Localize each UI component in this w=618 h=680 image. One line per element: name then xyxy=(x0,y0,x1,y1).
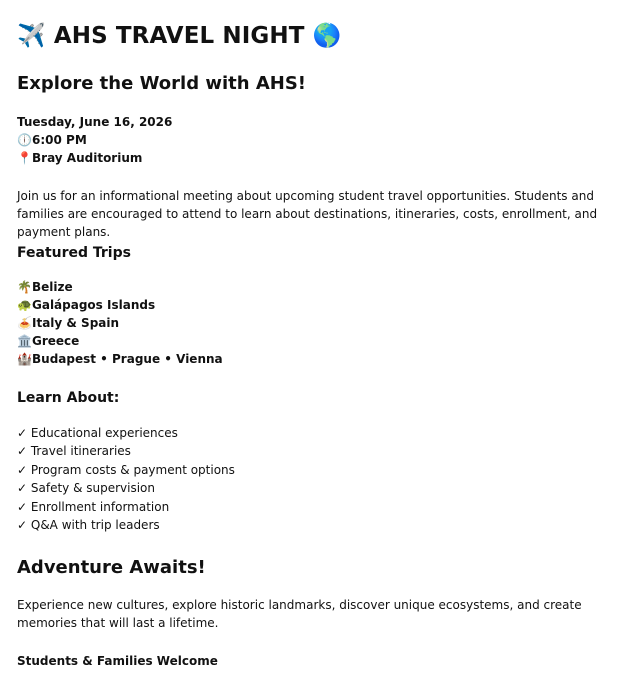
trip-label: Greece xyxy=(32,334,80,348)
learn-item: ✓ Travel itineraries xyxy=(17,444,131,458)
palm-tree-icon: 🌴 xyxy=(17,280,32,294)
castle-icon: 🏰 xyxy=(17,352,32,366)
trip-item xyxy=(17,314,119,332)
event-location-text: Bray Auditorium xyxy=(32,151,143,165)
trip-item xyxy=(17,278,73,296)
trip-label: Budapest • Prague • Vienna xyxy=(32,352,223,366)
event-location xyxy=(17,149,142,167)
learn-item: ✓ Educational experiences xyxy=(17,426,178,440)
classical-building-icon: 🏛️ xyxy=(17,334,32,348)
featured-trips-heading: Featured Trips xyxy=(17,245,131,261)
event-date: Tuesday, June 16, 2026 xyxy=(17,115,173,129)
adventure-paragraph: Experience new cultures, explore historic landmarks, discover unique ecosystems, and create memories that will last a lifetime. xyxy=(17,598,582,630)
footer-welcome: Students & Families Welcome xyxy=(17,654,218,668)
trip-item xyxy=(17,350,223,368)
event-time xyxy=(17,131,87,149)
adventure-heading: Adventure Awaits! xyxy=(17,557,206,578)
trip-label: Galápagos Islands xyxy=(32,298,156,312)
trip-label: Belize xyxy=(32,280,73,294)
subtitle: Explore the World with AHS! xyxy=(17,73,307,94)
clock-icon: 🕕 xyxy=(17,133,32,147)
learn-item: ✓ Program costs & payment options xyxy=(17,463,235,477)
intro-paragraph: Join us for an informational meeting about upcoming student travel opportunities. Students and families are encouraged to attend to learn about destinations, itineraries, costs, enrollment, and payment plans. xyxy=(17,189,598,239)
learn-item: ✓ Safety & supervision xyxy=(17,481,155,495)
trip-item xyxy=(17,296,155,314)
pasta-icon: 🍝 xyxy=(17,316,32,330)
learn-item: ✓ Q&A with trip leaders xyxy=(17,518,160,532)
page-title: ✈️ AHS TRAVEL NIGHT 🌎 xyxy=(17,23,342,49)
trip-item xyxy=(17,332,79,350)
learn-item: ✓ Enrollment information xyxy=(17,500,170,514)
pin-icon: 📍 xyxy=(17,151,32,165)
event-time-text: 6:00 PM xyxy=(32,133,87,147)
turtle-icon: 🐢 xyxy=(17,298,32,312)
trip-label: Italy & Spain xyxy=(32,316,120,330)
learn-about-heading: Learn About: xyxy=(17,390,120,406)
